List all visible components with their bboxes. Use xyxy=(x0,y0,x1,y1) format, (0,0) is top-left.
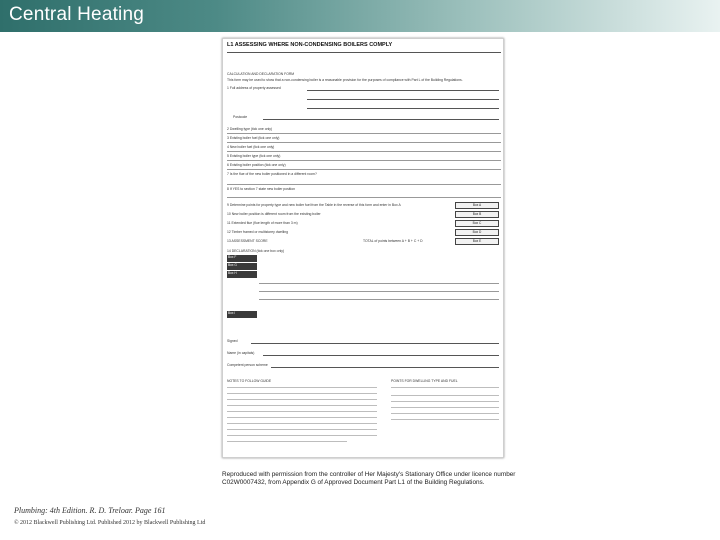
score-box: Box E xyxy=(455,238,499,245)
banner-title: Central Heating xyxy=(9,4,145,25)
form-scan xyxy=(222,38,504,458)
field-rule xyxy=(251,343,499,344)
notes-text-line xyxy=(227,399,377,400)
form-section: 14 DECLARATION (tick one box only) xyxy=(227,249,285,253)
heading-rule xyxy=(227,52,501,53)
form-heading: L1 ASSESSING WHERE NON-CONDENSING BOILERS COMPLY xyxy=(227,42,393,48)
declaration-box: Box G xyxy=(227,263,257,270)
form-section: 6 Existing boiler position (tick one only) xyxy=(227,163,286,167)
notes-text-line xyxy=(227,411,377,412)
points-table-line xyxy=(391,387,499,388)
field-rule xyxy=(263,119,499,120)
field-rule xyxy=(259,291,499,292)
notes-text-line xyxy=(227,441,347,442)
form-section: 1 Full address of property assessed xyxy=(227,86,281,90)
form-section: 13 ASSESSMENT SCORE xyxy=(227,239,268,243)
score-box: Box B xyxy=(455,211,499,218)
field-rule xyxy=(271,367,499,368)
form-section: 10 New boiler position is different room from the existing boiler xyxy=(227,212,321,216)
row-rule xyxy=(227,169,501,170)
total-label: TOTAL of points between A + B + C + D xyxy=(363,239,423,243)
row-rule xyxy=(227,142,501,143)
score-box: Box A xyxy=(455,202,499,209)
field-rule xyxy=(263,355,499,356)
field-rule xyxy=(259,283,499,284)
form-section: Competent person scheme xyxy=(227,363,268,367)
declaration-box: Box H xyxy=(227,271,257,278)
points-table-line xyxy=(391,401,499,402)
form-section: 7 Is the flue of the new boiler positioned in a different room? xyxy=(227,172,317,176)
points-table-line xyxy=(391,395,499,396)
form-section: Name (in capitals) xyxy=(227,351,255,355)
form-section: 12 Timber framed or multistorey dwelling xyxy=(227,230,289,234)
form-section: CALCULATION AND DECLARATION FORM xyxy=(227,72,295,76)
form-section: 2 Dwelling type (tick one only) xyxy=(227,127,273,131)
points-heading: POINTS FOR DWELLING TYPE AND FUEL xyxy=(391,379,458,383)
form-section: This form may be used to show that a non-condensing boiler is a reasonable provision for the purposes of compliance with Part L of the Building Regulations. xyxy=(227,78,463,82)
notes-heading: NOTES TO FOLLOW GUIDE xyxy=(227,379,272,383)
form-section: Postcode xyxy=(233,115,248,119)
score-box: Box D xyxy=(455,229,499,236)
form-section: 8 If YES to section 7 state new boiler position xyxy=(227,187,295,191)
points-table-line xyxy=(391,419,499,420)
notes-text-line xyxy=(227,429,377,430)
form-section: 4 New boiler fuel (tick one only) xyxy=(227,145,275,149)
row-rule xyxy=(227,184,501,185)
form-section: 5 Existing boiler type (tick one only) xyxy=(227,154,281,158)
row-rule xyxy=(227,197,501,198)
notes-text-line xyxy=(227,417,377,418)
score-box: Box C xyxy=(455,220,499,227)
form-section: 3 Existing boiler fuel (tick one only) xyxy=(227,136,280,140)
row-rule xyxy=(227,151,501,152)
field-rule xyxy=(259,299,499,300)
points-table-line xyxy=(391,407,499,408)
form-section: 9 Determine points for property type and new boiler fuel from the Table in the reverse of this form and enter in Box A xyxy=(227,203,401,207)
declaration-box: Box I xyxy=(227,311,257,318)
form-section: 11 Extended flue (flue length of more than 3 m) xyxy=(227,221,298,225)
figure-caption: Reproduced with permission from the controller of Her Majesty's Stationary Office under licence number C02W0007432, from Appendix G of Approved Document Part L1 of the Building Regulations. xyxy=(222,471,516,486)
row-rule xyxy=(227,160,501,161)
notes-text-line xyxy=(227,393,377,394)
notes-text-line xyxy=(227,387,377,388)
notes-text-line xyxy=(227,435,377,436)
points-table-line xyxy=(391,413,499,414)
form-section: Signed xyxy=(227,339,238,343)
notes-text-line xyxy=(227,405,377,406)
row-rule xyxy=(227,133,501,134)
field-rule xyxy=(307,108,499,109)
field-rule xyxy=(307,90,499,91)
declaration-box: Box F xyxy=(227,255,257,262)
notes-text-line xyxy=(227,423,377,424)
copyright-notice: © 2012 Blackwell Publishing Ltd. Published 2012 by Blackwell Publishing Ltd xyxy=(14,520,206,526)
source-citation: Plumbing: 4th Edition. R. D. Treloar. Page 161 xyxy=(14,506,166,515)
field-rule xyxy=(307,99,499,100)
title-banner xyxy=(0,0,720,32)
